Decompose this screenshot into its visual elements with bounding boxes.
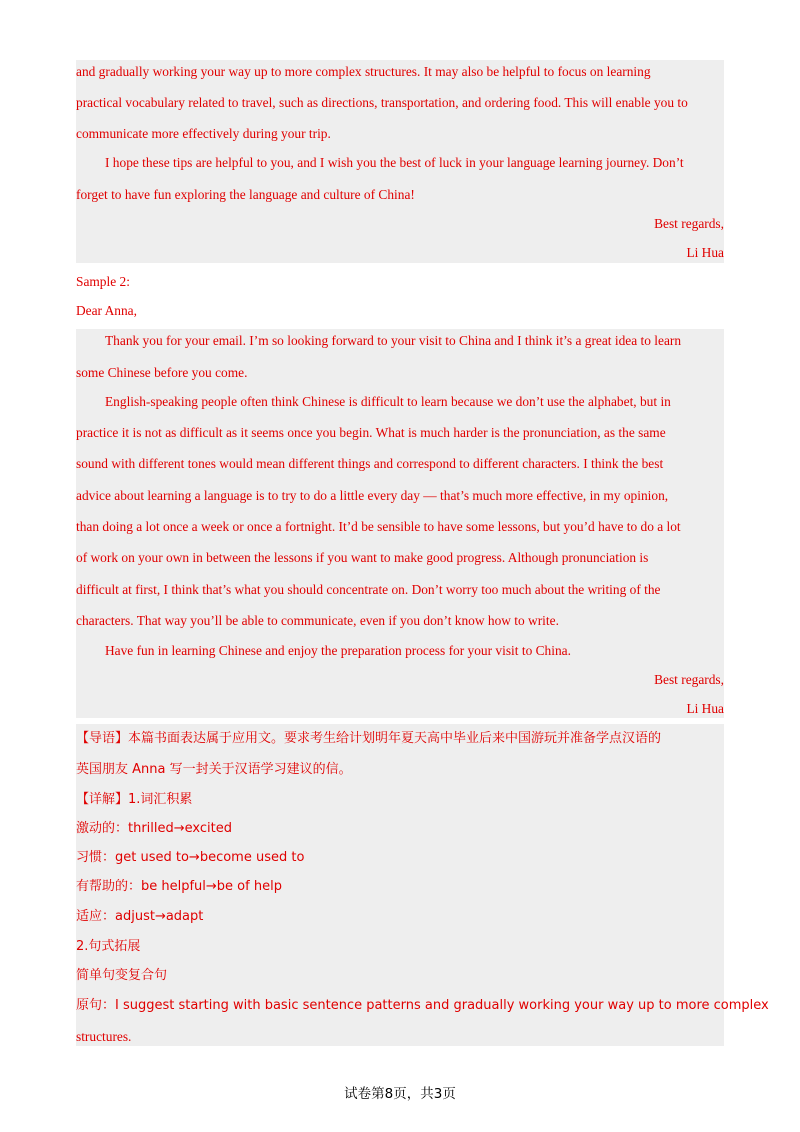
guide-line: 英国朋友 Anna 写一封关于汉语学习建议的信。 [76, 762, 352, 777]
paragraph-line: of work on your own in between the lessons if you want to make good progress. Although pronunciation is [76, 550, 649, 565]
guide-line: 【导语】本篇书面表达属于应用文。要求考生给计划明年夏天高中毕业后来中国游玩并准备学点汉语的 [76, 731, 662, 746]
paragraph-line: communicate more effectively during your trip. [76, 126, 331, 141]
paragraph-line: practical vocabulary related to travel, such as directions, transportation, and ordering food. This will enable you to [76, 95, 688, 110]
paragraph-line: advice about learning a language is to try to do a little every day — that’s much more effective, in my opinion, [76, 488, 669, 503]
vocab-item: 习惯：get used to→become used to [76, 850, 305, 865]
letter-closing: Best regards, [654, 672, 724, 687]
letter-signature: Li Hua [686, 701, 724, 716]
paragraph-line: some Chinese before you come. [76, 365, 248, 380]
paragraph-line: forget to have fun exploring the language and culture of China! [76, 187, 415, 202]
sentence-heading: 2.句式拓展 [76, 939, 141, 954]
page-footer: 试卷第8页，共3页 [344, 1086, 456, 1102]
sentence-subheading: 简单句变复合句 [76, 968, 168, 983]
letter-signature: Li Hua [686, 245, 724, 260]
vocab-item: 激动的：thrilled→excited [76, 821, 233, 836]
letter-greeting: Dear Anna, [76, 303, 137, 318]
paragraph-line: than doing a lot once a week or once a fortnight. It’d be sensible to have some lessons, but you’d have to do a lot [76, 519, 681, 534]
original-sentence-line: 原句：I suggest starting with basic sentence patterns and gradually working your way up to more complex [76, 998, 769, 1013]
paragraph-line: practice it is not as difficult as it seems once you begin. What is much harder is the pronunciation, as the same [76, 425, 666, 440]
paragraph-line: Have fun in learning Chinese and enjoy the preparation process for your visit to China. [105, 643, 571, 658]
paragraph-line: Thank you for your email. I’m so looking forward to your visit to China and I think it’s a great idea to learn [105, 333, 682, 348]
paragraph-line: and gradually working your way up to more complex structures. It may also be helpful to focus on learning [76, 64, 651, 79]
vocab-item: 适应：adjust→adapt [76, 909, 204, 924]
paragraph-line: difficult at first, I think that’s what you should concentrate on. Don’t worry too much about the writing of the [76, 582, 661, 597]
detail-heading: 【详解】1.词汇积累 [76, 792, 193, 807]
paragraph-line: I hope these tips are helpful to you, and I wish you the best of luck in your language learning journey. Don’t [105, 155, 684, 170]
sample-heading: Sample 2: [76, 274, 130, 289]
paragraph-line: sound with different tones would mean different things and correspond to different characters. I think the best [76, 456, 664, 471]
letter-closing: Best regards, [654, 216, 724, 231]
original-sentence-line: structures. [76, 1029, 132, 1044]
paragraph-line: characters. That way you’ll be able to communicate, even if you don’t know how to write. [76, 613, 559, 628]
paragraph-line: English-speaking people often think Chinese is difficult to learn because we don’t use the alphabet, but in [105, 394, 671, 409]
vocab-item: 有帮助的：be helpful→be of help [76, 879, 282, 894]
